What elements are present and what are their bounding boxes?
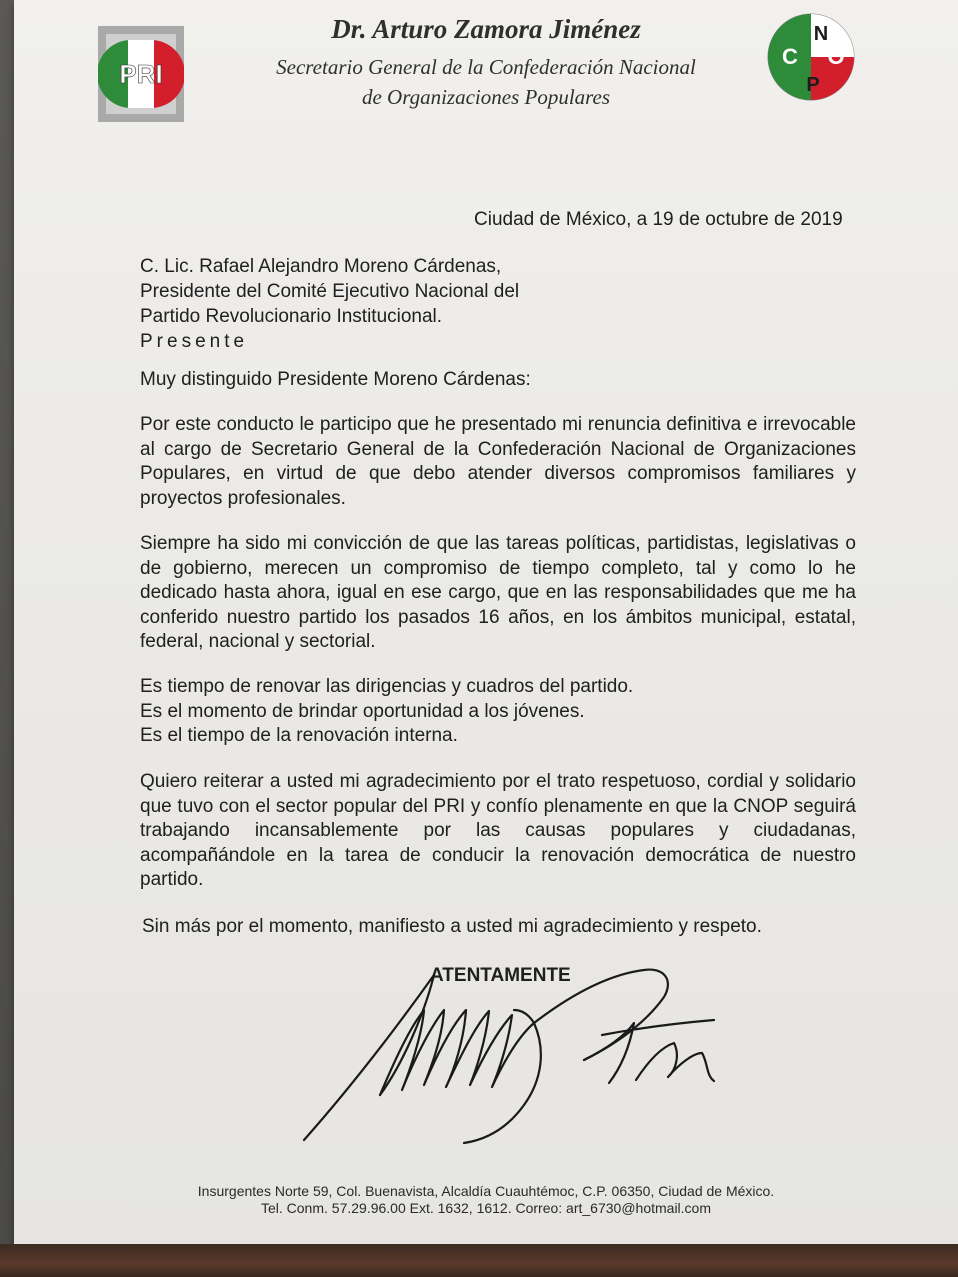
letterhead-title-line1: Secretario General de la Confederación Nacional [276, 55, 696, 79]
letter-sheet [14, 0, 958, 1250]
recipient-block [140, 254, 519, 354]
renewal-line: Es tiempo de renovar las dirigencias y cuadros del partido. [140, 676, 634, 697]
closing-line: Sin más por el momento, manifiesto a usted mi agradecimiento y respeto. [142, 916, 762, 937]
letterhead-title-line2: de Organizaciones Populares [361, 85, 611, 109]
renewal-line: Es el momento de brindar oportunidad a los jóvenes. [140, 700, 585, 722]
footer-contact: Tel. Conm. 57.29.96.00 Ext. 1632, 1612. Correo: art_6730@hotmail.com [260, 1200, 712, 1216]
background-floor [0, 1244, 958, 1277]
footer-address: Insurgentes Norte 59, Col. Buenavista, Alcaldía Cuauhtémoc, C.P. 06350, Ciudad de México. [197, 1183, 775, 1199]
recipient-line: Presidente del Comité Ejecutivo Nacional del [140, 281, 520, 302]
recipient-line: C. Lic. Rafael Alejandro Moreno Cárdenas, [140, 256, 502, 277]
cnop-letter-n: N [813, 23, 829, 45]
paragraph-resignation: Por este conducto le participo que he presentado mi renuncia definitiva e irrevocable al cargo de Secretario General de la Confederación Nacional de Organizaciones Populares, en virtud de que debo atender diversos compromisos familiares y proyectos profesionales. [140, 414, 856, 509]
recipient-presente: Presente [140, 331, 249, 352]
pri-logo-letters: PRI [119, 59, 163, 89]
letterhead-name: Dr. Arturo Zamora Jiménez [331, 14, 641, 44]
greeting: Muy distinguido Presidente Moreno Cárdenas: [140, 369, 531, 390]
paragraph-conviction: Siempre ha sido mi convicción de que las tareas políticas, partidistas, legislativas o de gobierno, merecen un compromiso de tiempo completo, tal y como lo he dedicado hasta ahora, igual en ese cargo, que en las responsabilidades que me ha conferido nuestro partido los pasados 16 años, en los ámbitos municipal, estatal, federal, nacional y sectorial. [140, 533, 856, 652]
paragraph-renewal [140, 675, 856, 749]
renewal-line: Es el tiempo de la renovación interna. [140, 725, 458, 746]
paragraph-gratitude: Quiero reiterar a usted mi agradecimiento por el trato respetuoso, cordial y solidario que tuvo con el sector popular del PRI y confío plenamente en que la CNOP seguirá trabajando incansablemente por las causas populares y ciudadanas, acompañándole en la tarea de conducir la renovación democrática de nuestro partido. [140, 771, 856, 890]
cnop-letter-o: O [827, 44, 845, 69]
sign-off: ATENTAMENTE [430, 965, 571, 986]
cnop-letter-p: P [806, 74, 820, 96]
handwritten-signature [284, 955, 744, 1155]
cnop-letter-c: C [782, 44, 798, 69]
recipient-line: Partido Revolucionario Institucional. [140, 306, 443, 327]
letter-date: Ciudad de México, a 19 de octubre de 2019 [474, 209, 843, 230]
